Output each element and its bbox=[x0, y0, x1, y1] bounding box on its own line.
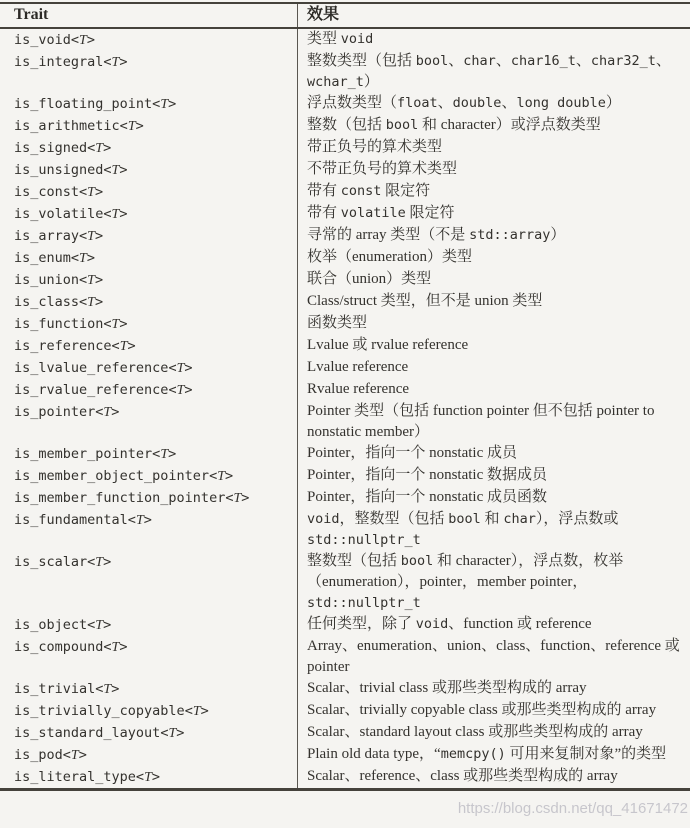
type-param: T bbox=[79, 33, 87, 48]
trait-name: is_array bbox=[14, 228, 80, 244]
code-fragment: void bbox=[307, 511, 340, 527]
angle-open-bracket: < bbox=[160, 725, 169, 741]
type-param: T bbox=[111, 55, 120, 70]
table-row bbox=[0, 443, 690, 465]
effect-cell bbox=[298, 115, 690, 137]
type-param: T bbox=[160, 447, 169, 462]
table-row bbox=[0, 722, 690, 744]
angle-open-bracket: < bbox=[184, 703, 193, 719]
angle-open-bracket: < bbox=[103, 316, 112, 332]
text-fragment: ），浮点数或 bbox=[535, 511, 619, 527]
type-param: T bbox=[111, 640, 120, 655]
effect-cell bbox=[298, 443, 690, 465]
type-param: T bbox=[103, 405, 112, 420]
angle-close-bracket: > bbox=[119, 316, 128, 332]
effect-cell bbox=[298, 247, 690, 269]
angle-open-bracket: < bbox=[111, 338, 120, 354]
type-param: T bbox=[176, 361, 185, 376]
effect-cell bbox=[298, 181, 690, 203]
angle-close-bracket: > bbox=[184, 382, 193, 398]
effect-cell bbox=[298, 269, 690, 291]
angle-open-bracket: < bbox=[95, 681, 104, 697]
code-fragment: std::array bbox=[469, 227, 551, 243]
text-fragment: Scalar、trivially copyable class 或那些类型构成的 array bbox=[307, 702, 657, 718]
effect-cell bbox=[298, 335, 690, 357]
code-fragment: wchar_t bbox=[307, 74, 364, 90]
code-fragment: char16_t bbox=[510, 53, 576, 69]
text-fragment: 联合（union）类型 bbox=[307, 271, 432, 287]
angle-open-bracket: < bbox=[135, 769, 145, 785]
table-row bbox=[0, 487, 690, 509]
trait-name: is_signed bbox=[14, 140, 88, 156]
trait-cell bbox=[0, 766, 298, 790]
table-row bbox=[0, 93, 690, 115]
trait-name: is_const bbox=[14, 184, 80, 200]
table-row bbox=[0, 678, 690, 700]
angle-open-bracket: < bbox=[62, 747, 71, 763]
type-param: T bbox=[111, 207, 120, 222]
code-fragment: bool bbox=[415, 53, 449, 69]
code-fragment: double bbox=[452, 95, 502, 111]
type-param: T bbox=[217, 469, 226, 484]
table-row bbox=[0, 115, 690, 137]
table-row bbox=[0, 335, 690, 357]
text-fragment: 任何类型，除了 bbox=[307, 616, 416, 632]
type-param: T bbox=[176, 383, 185, 398]
effect-cell bbox=[298, 766, 690, 790]
text-fragment: ） bbox=[605, 95, 621, 111]
trait-cell bbox=[0, 700, 298, 722]
type-param: T bbox=[103, 682, 112, 697]
angle-close-bracket: > bbox=[86, 250, 95, 266]
trait-cell bbox=[0, 551, 298, 614]
text-fragment: 枚举（enumeration）类型 bbox=[307, 249, 472, 265]
angle-close-bracket: > bbox=[103, 554, 112, 570]
angle-close-bracket: > bbox=[86, 32, 95, 48]
type-param: T bbox=[95, 141, 104, 156]
table-row bbox=[0, 744, 690, 766]
trait-name: is_volatile bbox=[14, 206, 104, 222]
angle-close-bracket: > bbox=[151, 769, 160, 785]
trait-name: is_member_pointer bbox=[14, 446, 153, 462]
trait-name: is_integral bbox=[14, 54, 104, 70]
text-fragment: 和 bbox=[480, 511, 504, 527]
trait-cell bbox=[0, 181, 298, 203]
angle-open-bracket: < bbox=[87, 140, 96, 156]
type-param: T bbox=[135, 513, 144, 528]
trait-cell bbox=[0, 487, 298, 509]
angle-close-bracket: > bbox=[168, 96, 177, 112]
text-fragment: 限定符 bbox=[405, 205, 455, 221]
text-fragment: 带正负号的算术类型 bbox=[307, 139, 443, 155]
text-fragment: 寻常的 array 类型（不是 bbox=[307, 227, 470, 243]
table-row bbox=[0, 51, 690, 93]
code-fragment: char32_t bbox=[590, 53, 656, 69]
angle-close-bracket: > bbox=[119, 54, 128, 70]
trait-name: is_reference bbox=[14, 338, 112, 354]
angle-open-bracket: < bbox=[70, 32, 80, 48]
angle-close-bracket: > bbox=[200, 703, 209, 719]
effect-cell bbox=[298, 700, 690, 722]
type-param: T bbox=[127, 119, 136, 134]
angle-open-bracket: < bbox=[87, 617, 96, 633]
text-fragment: 函数类型 bbox=[307, 315, 368, 331]
table-row bbox=[0, 379, 690, 401]
angle-open-bracket: < bbox=[70, 250, 80, 266]
code-fragment: std::nullptr_t bbox=[307, 532, 421, 548]
traits-table-body bbox=[0, 28, 690, 790]
trait-cell bbox=[0, 269, 298, 291]
table-row bbox=[0, 269, 690, 291]
code-fragment: std::nullptr_t bbox=[307, 595, 421, 611]
effect-cell bbox=[298, 225, 690, 247]
trait-cell bbox=[0, 137, 298, 159]
effect-cell bbox=[298, 487, 690, 509]
table-row bbox=[0, 203, 690, 225]
table-row bbox=[0, 357, 690, 379]
text-fragment: Plain old data type，“ bbox=[307, 746, 441, 762]
angle-open-bracket: < bbox=[79, 272, 88, 288]
text-fragment: 、 bbox=[437, 95, 453, 111]
trait-name: is_scalar bbox=[14, 554, 88, 570]
effect-cell bbox=[298, 291, 690, 313]
table-row bbox=[0, 551, 690, 614]
trait-cell bbox=[0, 225, 298, 247]
effect-cell bbox=[298, 401, 690, 443]
trait-name: is_trivially_copyable bbox=[14, 703, 185, 719]
angle-close-bracket: > bbox=[119, 206, 128, 222]
table-row bbox=[0, 401, 690, 443]
angle-close-bracket: > bbox=[94, 184, 104, 200]
trait-cell bbox=[0, 203, 298, 225]
traits-table bbox=[0, 2, 690, 791]
trait-name: is_unsigned bbox=[14, 162, 104, 178]
angle-open-bracket: < bbox=[119, 118, 128, 134]
type-param: T bbox=[111, 163, 120, 178]
effect-cell bbox=[298, 614, 690, 636]
trait-cell bbox=[0, 744, 298, 766]
angle-close-bracket: > bbox=[168, 446, 177, 462]
trait-name: is_compound bbox=[14, 639, 104, 655]
text-fragment: Scalar、standard layout class 或那些类型构成的 array bbox=[307, 724, 643, 740]
angle-close-bracket: > bbox=[103, 617, 112, 633]
text-fragment: Pointer，指向一个 nonstatic 成员函数 bbox=[307, 489, 547, 505]
effect-cell bbox=[298, 551, 690, 614]
trait-name: is_class bbox=[14, 294, 80, 310]
table-row bbox=[0, 636, 690, 678]
code-fragment: char bbox=[503, 511, 536, 527]
angle-close-bracket: > bbox=[176, 725, 185, 741]
angle-close-bracket: > bbox=[119, 639, 128, 655]
trait-cell bbox=[0, 93, 298, 115]
text-fragment: Scalar、reference、class 或那些类型构成的 array bbox=[307, 768, 618, 784]
header-effect: 效果 bbox=[298, 3, 690, 28]
trait-name: is_rvalue_reference bbox=[14, 382, 169, 398]
text-fragment: 浮点数类型（ bbox=[307, 95, 398, 111]
text-fragment: 和 character），浮点数，枚举（enumeration），pointer，member pointer， bbox=[307, 553, 624, 590]
trait-name: is_member_object_pointer bbox=[14, 468, 210, 484]
angle-open-bracket: < bbox=[103, 206, 112, 222]
effect-cell bbox=[298, 137, 690, 159]
code-fragment: const bbox=[340, 183, 382, 199]
type-param: T bbox=[95, 618, 104, 633]
code-fragment: volatile bbox=[340, 205, 406, 221]
trait-name: is_void bbox=[14, 32, 71, 48]
table-row bbox=[0, 137, 690, 159]
effect-cell bbox=[298, 636, 690, 678]
angle-open-bracket: < bbox=[95, 404, 104, 420]
text-fragment: 和 character）或浮点数类型 bbox=[418, 117, 601, 133]
code-fragment: long double bbox=[516, 95, 606, 111]
angle-open-bracket: < bbox=[79, 228, 88, 244]
trait-cell bbox=[0, 465, 298, 487]
trait-name: is_union bbox=[14, 272, 80, 288]
type-param: T bbox=[111, 317, 120, 332]
angle-open-bracket: < bbox=[103, 639, 112, 655]
effect-cell bbox=[298, 93, 690, 115]
type-param: T bbox=[87, 295, 95, 310]
effect-cell bbox=[298, 51, 690, 93]
table-row bbox=[0, 313, 690, 335]
effect-cell bbox=[298, 313, 690, 335]
text-fragment: 整数（包括 bbox=[307, 117, 386, 133]
table-row bbox=[0, 28, 690, 51]
table-row bbox=[0, 766, 690, 790]
angle-open-bracket: < bbox=[127, 512, 136, 528]
type-param: T bbox=[95, 555, 104, 570]
angle-close-bracket: > bbox=[94, 272, 104, 288]
angle-open-bracket: < bbox=[79, 294, 88, 310]
trait-cell bbox=[0, 379, 298, 401]
text-fragment: Scalar、trivial class 或那些类型构成的 array bbox=[307, 680, 587, 696]
trait-cell bbox=[0, 51, 298, 93]
type-param: T bbox=[87, 273, 95, 288]
effect-cell bbox=[298, 465, 690, 487]
text-fragment: Pointer，指向一个 nonstatic 数据成员 bbox=[307, 467, 547, 483]
text-fragment: 限定符 bbox=[381, 183, 431, 199]
angle-open-bracket: < bbox=[209, 468, 218, 484]
angle-close-bracket: > bbox=[111, 681, 120, 697]
angle-close-bracket: > bbox=[103, 140, 112, 156]
type-param: T bbox=[87, 229, 95, 244]
table-row bbox=[0, 614, 690, 636]
trait-cell bbox=[0, 722, 298, 744]
text-fragment: 、 bbox=[575, 53, 591, 69]
trait-cell bbox=[0, 678, 298, 700]
trait-cell bbox=[0, 313, 298, 335]
trait-name: is_enum bbox=[14, 250, 71, 266]
trait-name: is_member_function_pointer bbox=[14, 490, 226, 506]
code-fragment: void bbox=[340, 31, 374, 47]
trait-cell bbox=[0, 636, 298, 678]
angle-close-bracket: > bbox=[143, 512, 152, 528]
trait-name: is_lvalue_reference bbox=[14, 360, 169, 376]
type-param: T bbox=[168, 726, 177, 741]
angle-close-bracket: > bbox=[184, 360, 193, 376]
effect-cell bbox=[298, 509, 690, 551]
type-param: T bbox=[144, 770, 152, 785]
text-fragment: 带有 bbox=[307, 205, 341, 221]
text-fragment: 类型 bbox=[307, 31, 341, 47]
text-fragment: 不带正负号的算术类型 bbox=[307, 161, 458, 177]
trait-name: is_literal_type bbox=[14, 769, 136, 785]
angle-open-bracket: < bbox=[103, 162, 112, 178]
trait-name: is_fundamental bbox=[14, 512, 128, 528]
table-row bbox=[0, 291, 690, 313]
code-fragment: bool bbox=[448, 511, 481, 527]
trait-name: is_standard_layout bbox=[14, 725, 161, 741]
header-row bbox=[0, 3, 690, 28]
text-fragment: Lvalue reference bbox=[307, 359, 409, 375]
code-fragment: char bbox=[463, 53, 496, 69]
header-trait: Trait bbox=[0, 3, 298, 28]
trait-cell bbox=[0, 401, 298, 443]
type-param: T bbox=[160, 97, 169, 112]
text-fragment: ，整数型（包括 bbox=[339, 511, 449, 527]
trait-cell bbox=[0, 159, 298, 181]
trait-name: is_floating_point bbox=[14, 96, 153, 112]
effect-cell bbox=[298, 678, 690, 700]
table-row bbox=[0, 700, 690, 722]
text-fragment: 、 bbox=[655, 53, 671, 69]
code-fragment: void bbox=[415, 616, 449, 632]
angle-close-bracket: > bbox=[94, 294, 104, 310]
angle-open-bracket: < bbox=[103, 54, 112, 70]
effect-cell bbox=[298, 203, 690, 225]
trait-cell bbox=[0, 443, 298, 465]
text-fragment: Rvalue reference bbox=[307, 381, 410, 397]
angle-open-bracket: < bbox=[87, 554, 96, 570]
trait-cell bbox=[0, 614, 298, 636]
angle-close-bracket: > bbox=[135, 118, 144, 134]
type-param: T bbox=[79, 251, 87, 266]
angle-close-bracket: > bbox=[94, 228, 104, 244]
angle-open-bracket: < bbox=[152, 446, 161, 462]
text-fragment: Pointer，指向一个 nonstatic 成员 bbox=[307, 445, 517, 461]
effect-cell bbox=[298, 379, 690, 401]
effect-cell bbox=[298, 28, 690, 51]
angle-open-bracket: < bbox=[79, 184, 88, 200]
trait-cell bbox=[0, 335, 298, 357]
code-fragment: bool bbox=[385, 117, 419, 133]
text-fragment: Lvalue 或 rvalue reference bbox=[307, 337, 469, 353]
table-row bbox=[0, 247, 690, 269]
text-fragment: 、 bbox=[501, 95, 517, 111]
text-fragment: 整数类型（包括 bbox=[307, 53, 416, 69]
text-fragment: Class/struct 类型，但不是 union 类型 bbox=[307, 293, 543, 309]
trait-name: is_pointer bbox=[14, 404, 96, 420]
watermark: https://blog.csdn.net/qq_41671472 bbox=[457, 800, 688, 817]
effect-cell bbox=[298, 722, 690, 744]
text-fragment: 整数型（包括 bbox=[307, 553, 401, 569]
type-param: T bbox=[87, 185, 95, 200]
type-param: T bbox=[192, 704, 201, 719]
angle-open-bracket: < bbox=[168, 382, 177, 398]
table-row bbox=[0, 509, 690, 551]
effect-cell bbox=[298, 159, 690, 181]
angle-open-bracket: < bbox=[168, 360, 177, 376]
code-fragment: memcpy() bbox=[440, 746, 506, 762]
trait-cell bbox=[0, 115, 298, 137]
trait-cell bbox=[0, 357, 298, 379]
trait-cell bbox=[0, 509, 298, 551]
type-param: T bbox=[70, 748, 79, 763]
trait-name: is_function bbox=[14, 316, 104, 332]
trait-cell bbox=[0, 291, 298, 313]
angle-close-bracket: > bbox=[119, 162, 128, 178]
trait-cell bbox=[0, 28, 298, 51]
code-fragment: bool bbox=[400, 553, 434, 569]
table-row bbox=[0, 181, 690, 203]
trait-name: is_arithmetic bbox=[14, 118, 120, 134]
trait-cell bbox=[0, 247, 298, 269]
type-param: T bbox=[119, 339, 128, 354]
angle-open-bracket: < bbox=[225, 490, 234, 506]
angle-close-bracket: > bbox=[225, 468, 234, 484]
effect-cell bbox=[298, 744, 690, 766]
table-row bbox=[0, 225, 690, 247]
text-fragment: 、function 或 reference bbox=[448, 616, 592, 632]
table-row bbox=[0, 465, 690, 487]
text-fragment: 可用来复制对象”的类型 bbox=[505, 746, 667, 762]
text-fragment: Array、enumeration、union、class、function、reference 或 pointer bbox=[307, 638, 680, 675]
type-param: T bbox=[233, 491, 242, 506]
trait-name: is_trivial bbox=[14, 681, 96, 697]
code-fragment: float bbox=[397, 95, 438, 111]
angle-close-bracket: > bbox=[127, 338, 136, 354]
angle-close-bracket: > bbox=[78, 747, 87, 763]
text-fragment: Pointer 类型（包括 function pointer 但不包括 pointer to nonstatic member） bbox=[307, 403, 655, 440]
trait-name: is_pod bbox=[14, 747, 63, 763]
table-row bbox=[0, 159, 690, 181]
text-fragment: 、 bbox=[495, 53, 511, 69]
text-fragment: ） bbox=[550, 227, 566, 243]
angle-close-bracket: > bbox=[111, 404, 120, 420]
effect-cell bbox=[298, 357, 690, 379]
angle-close-bracket: > bbox=[241, 490, 250, 506]
text-fragment: ） bbox=[363, 74, 379, 90]
trait-name: is_object bbox=[14, 617, 88, 633]
angle-open-bracket: < bbox=[152, 96, 161, 112]
text-fragment: 、 bbox=[448, 53, 464, 69]
text-fragment: 带有 bbox=[307, 183, 341, 199]
